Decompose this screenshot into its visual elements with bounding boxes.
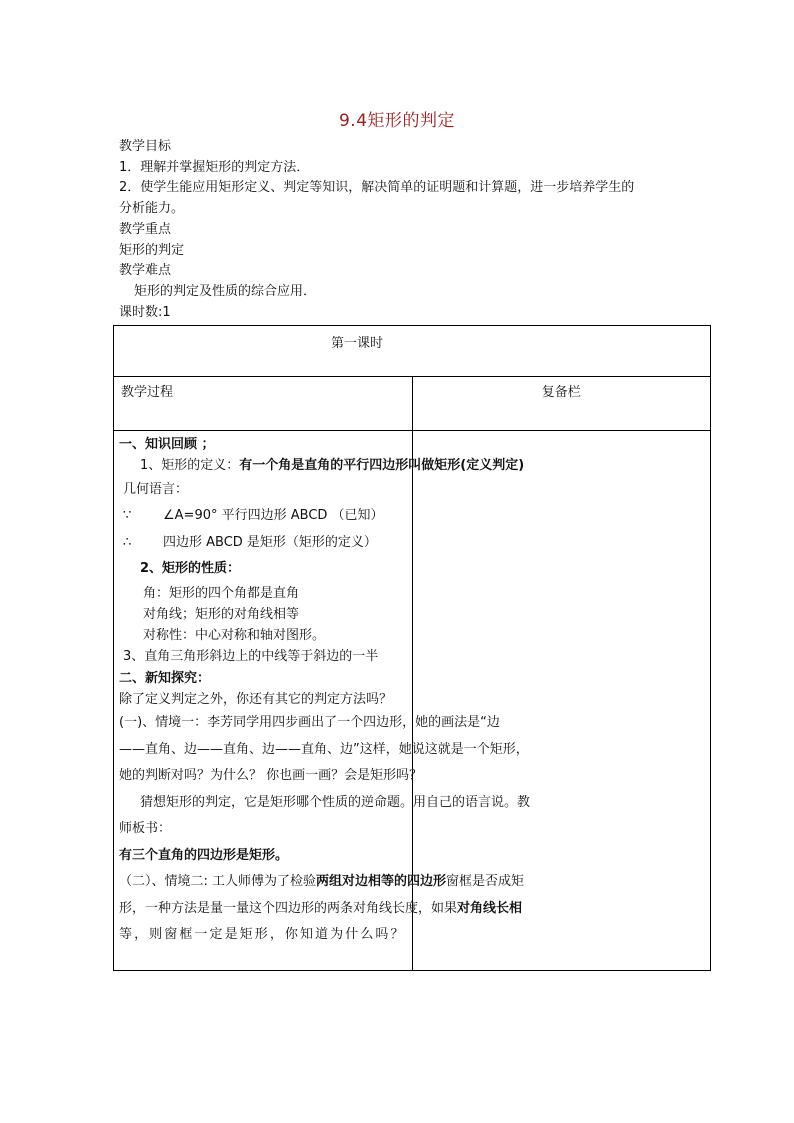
scene2-text-2: 窗框是否成矩 [446, 874, 525, 890]
properties-heading: 2、矩形的性质： [140, 561, 241, 577]
backup-label: 复备栏 [541, 385, 581, 400]
period-cell [114, 326, 711, 377]
goals-heading: 教学目标 [119, 139, 172, 154]
property-diagonal: 对角线；矩形的对角线相等 [143, 606, 300, 622]
because-symbol: ∵ [123, 508, 132, 524]
review-heading: 一、知识回顾 ； [119, 437, 215, 452]
property-angle: 角：矩形的四个角都是直角 [143, 585, 300, 601]
definition-text: 有一个角是直角的平行四边形叫做矩形(定义判定) [239, 458, 525, 474]
explore-heading: 二、新知探究： [119, 670, 211, 686]
definition-line [119, 455, 525, 476]
table-row-header [114, 377, 711, 431]
definition-prefix: 1、矩形的定义： [140, 458, 240, 474]
periods-text: 课时数:1 [119, 304, 171, 320]
scene2-bold-2: 对角线长相 [457, 900, 523, 916]
focus-text: 矩形的判定 [119, 242, 185, 258]
scene2-line-2 [119, 896, 523, 923]
fact-3: 3、直角三角形斜边上的中线等于斜边的一半 [123, 649, 379, 665]
table-row-content [114, 431, 711, 971]
because-line [119, 503, 404, 530]
theorem-1: 有三个直角的四边形是矩形。 [119, 847, 289, 863]
therefore-line [119, 530, 404, 557]
difficulty-heading: 教学难点 [119, 263, 172, 279]
process-label: 教学过程 [121, 385, 174, 400]
goal-2-line-1: 2．使学生能应用矩形定义、判定等知识，解决简单的证明题和计算题，进一步培养学生的 [119, 180, 635, 196]
process-content-cell [114, 431, 531, 971]
process-header-cell [114, 377, 413, 431]
scene2-bold-1: 两组对边相等的四边形 [316, 874, 447, 890]
because-text: ∠A=90° 平行四边形 ABCD （已知） [163, 508, 384, 524]
therefore-text: 四边形 ABCD 是矩形（矩形的定义） [163, 534, 377, 550]
therefore-symbol: ∴ [123, 534, 132, 550]
period-label: 第一课时 [330, 336, 383, 351]
guess-line-1: 猜想矩形的判定，它是矩形哪个性质的逆命题。用自己的语言说。教 [140, 794, 531, 810]
geometry-language-label: 几何语言： [123, 481, 189, 497]
lesson-header [119, 137, 699, 323]
focus-heading: 教学重点 [119, 221, 172, 237]
goal-1: 1．理解并掌握矩形的判定方法． [119, 159, 310, 175]
property-symmetry: 对称性：中心对称和轴对图形。 [143, 628, 326, 644]
scene1-line-2: ——直角、边——直角、边——直角、边”这样，她说这就是一个矩形， [119, 741, 529, 757]
scene2-text-3: 形，一种方法是量一量这个四边形的两条对角线长度，如果 [119, 900, 458, 916]
lesson-table [113, 325, 711, 971]
goal-2-line-2: 分析能力。 [119, 201, 185, 217]
question-line: 除了定义判定之外，你还有其它的判定方法吗？ [119, 692, 393, 708]
difficulty-text: 矩形的判定及性质的综合应用． [134, 283, 317, 299]
scene1-line-1: (一)、情境一：李芳同学用四步画出了一个四边形，她的画法是“边 [119, 715, 500, 731]
backup-content-cell [412, 431, 711, 971]
scene2-line-3: 等，则窗框一定是矩形，你知道为什么吗？ [119, 927, 404, 943]
scene1-line-3: 她的判断对吗？为什么？ 你也画一画？会是矩形吗？ [119, 768, 423, 784]
scene2-text-1: （二）、情境二: 工人师傅为了检验 [119, 874, 317, 890]
table-row-period [114, 326, 711, 377]
scene2-line-1 [119, 869, 525, 896]
guess-line-2: 师板书： [119, 821, 172, 837]
page-title: 9.4矩形的判定 [338, 111, 456, 131]
backup-header-cell [412, 377, 711, 431]
